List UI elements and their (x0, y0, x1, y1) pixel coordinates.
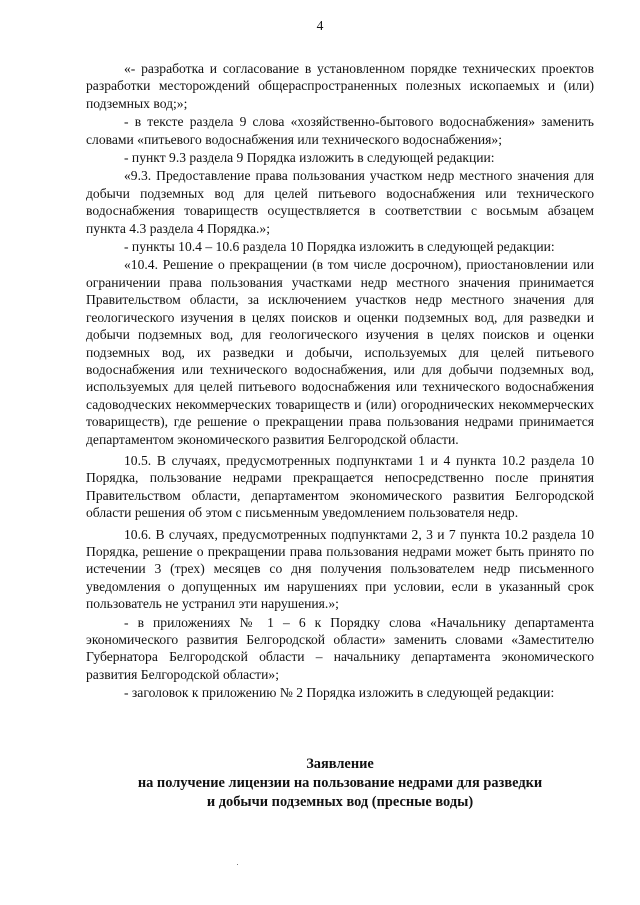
paragraph-10: - заголовок к приложению № 2 Порядка изложить в следующей редакции: (124, 685, 555, 701)
document-body (86, 60, 594, 702)
paragraph-1: «- разработка и согласование в установленном порядке технических проектов разработки месторождений общераспространенных полезных ископаемых и (или) подземных вод;»; (86, 61, 594, 111)
paragraph-6: «10.4. Решение о прекращении (в том числе досрочном), приостановлении или ограничении права пользования участками недр местного значения принимается Правительством области, за исключением участков недр местного значения для геологического изучения в целях поисков и оценки подземных вод, для разведки и добычи подземных вод, для геологического изучения в целях поисков и оценки подземных вод, их разведки и добычи, используемых для целей питьевого водоснабжения или технического водоснабжения, или для добычи подземных вод, используемых для целей питьевого водоснабжения или технического водоснабжения садоводческих некоммерческих товариществ и (или) огороднических некоммерческих товариществ), где решение о прекращении права пользования недрами принимается департаментом экономического развития Белгородской области. (86, 257, 594, 447)
paragraph-9: - в приложениях № 1 – 6 к Порядку слова «Начальнику департамента экономического развития Белгородской области» заменить словами «Заместителю Губернатора Белгородской области – начальнику департамента экономического развития Белгородской области»; (86, 614, 594, 682)
paragraph-3: - пункт 9.3 раздела 9 Порядка изложить в следующей редакции: (124, 150, 495, 166)
paragraph-2: - в тексте раздела 9 слова «хозяйственно-бытового водоснабжения» заменить словами «питьевого водоснабжения или технического водоснабжения»; (86, 114, 594, 147)
paragraph-4: «9.3. Предоставление права пользования участком недр местного значения для добычи подземных вод для целей питьевого водоснабжения или технического водоснабжения товариществ осуществляется в соответствии с восьмым абзацем пункта 4.3 раздела 4 Порядка.»; (86, 168, 594, 236)
heading-title: Заявление (306, 756, 374, 772)
page-number: 4 (316, 18, 324, 33)
heading-subtitle-line1: на получение лицензии на пользование недрами для разведки (137, 775, 543, 791)
paragraph-5: - пункты 10.4 – 10.6 раздела 10 Порядка изложить в следующей редакции: (124, 239, 555, 255)
scan-speck (237, 864, 238, 865)
heading-subtitle-line2: и добычи подземных вод (пресные воды) (206, 794, 474, 810)
paragraph-8: 10.6. В случаях, предусмотренных подпунктами 2, 3 и 7 пункта 10.2 раздела 10 Порядка, решение о прекращении права пользования недрами может быть принято по истечении 3 (трех) месяцев со дня получения пользователем недр письменного уведомления о допущенных им нарушениях при условии, если в указанный срок пользователь не устранил эти нарушения.»; (86, 526, 594, 612)
paragraph-7: 10.5. В случаях, предусмотренных подпунктами 1 и 4 пункта 10.2 раздела 10 Порядка, пользование недрами прекращается непосредственно после принятия Правительством области, департаментом экономического развития Белгородской области решения об этом с письменным уведомлением пользователя недр. (86, 452, 594, 521)
